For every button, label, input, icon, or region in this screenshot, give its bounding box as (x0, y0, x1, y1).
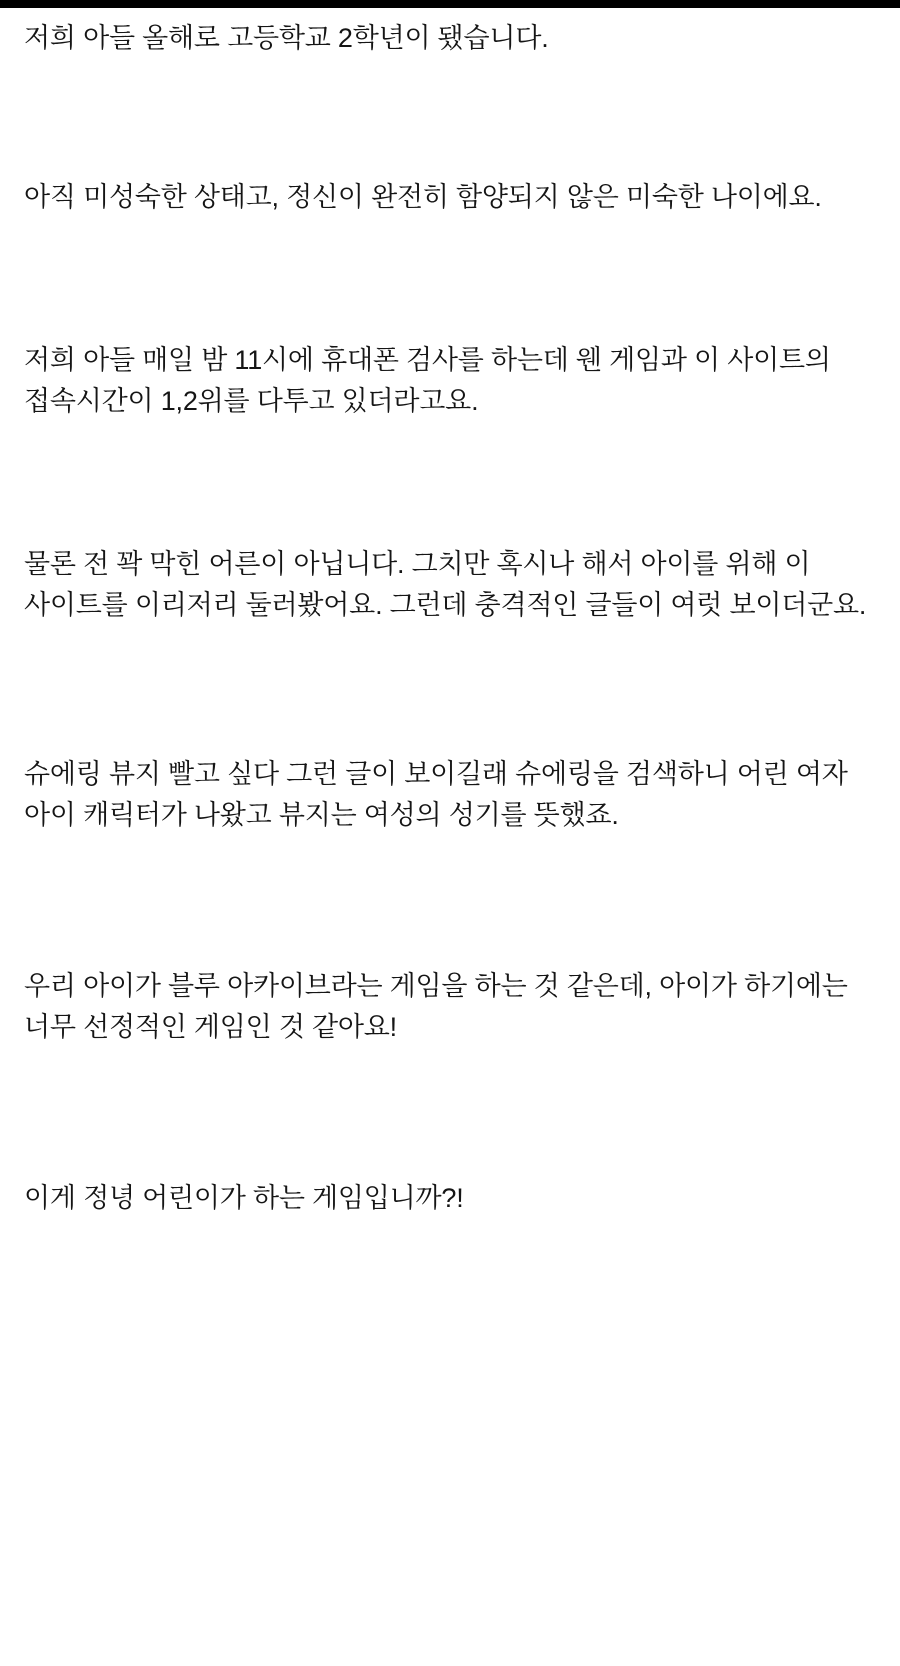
paragraph-3: 저희 아들 매일 밤 11시에 휴대폰 검사를 하는데 웬 게임과 이 사이트의 접속시간이 1,2위를 다투고 있더라고요. (24, 345, 839, 417)
paragraph-spacer (24, 1048, 876, 1178)
paragraph-spacer (24, 422, 876, 544)
paragraph-5: 슈에링 뷰지 빨고 싶다 그런 글이 보이길래 슈에링을 검색하니 어린 여자 아이 캐릭터가 나왔고 뷰지는 여성의 성기를 뜻했죠. (24, 759, 855, 831)
paragraph-2: 아직 미성숙한 상태고, 정신이 완전히 함양되지 않은 미숙한 나이에요. (24, 182, 822, 213)
paragraph-6: 우리 아이가 블루 아카이브라는 게임을 하는 것 같은데, 아이가 하기에는 너무 선정적인 게임인 것 같아요! (24, 971, 855, 1043)
paragraph-4: 물론 전 꽉 막힌 어른이 아닙니다. 그치만 혹시나 해서 아이를 위해 이 사이트를 이리저리 둘러봤어요. 그런데 충격적인 글들이 여럿 보이더군요. (24, 549, 867, 621)
paragraph-spacer (24, 218, 876, 340)
paragraph-spacer (24, 626, 876, 754)
paragraph-spacer (24, 836, 876, 966)
paragraph-spacer (24, 59, 876, 177)
paragraph-1: 저희 아들 올해로 고등학교 2학년이 됐습니다. (24, 23, 549, 53)
paragraph-7: 이게 정녕 어린이가 하는 게임입니까?! (24, 1183, 464, 1214)
post-body (0, 8, 900, 1219)
top-black-bar (0, 0, 900, 8)
